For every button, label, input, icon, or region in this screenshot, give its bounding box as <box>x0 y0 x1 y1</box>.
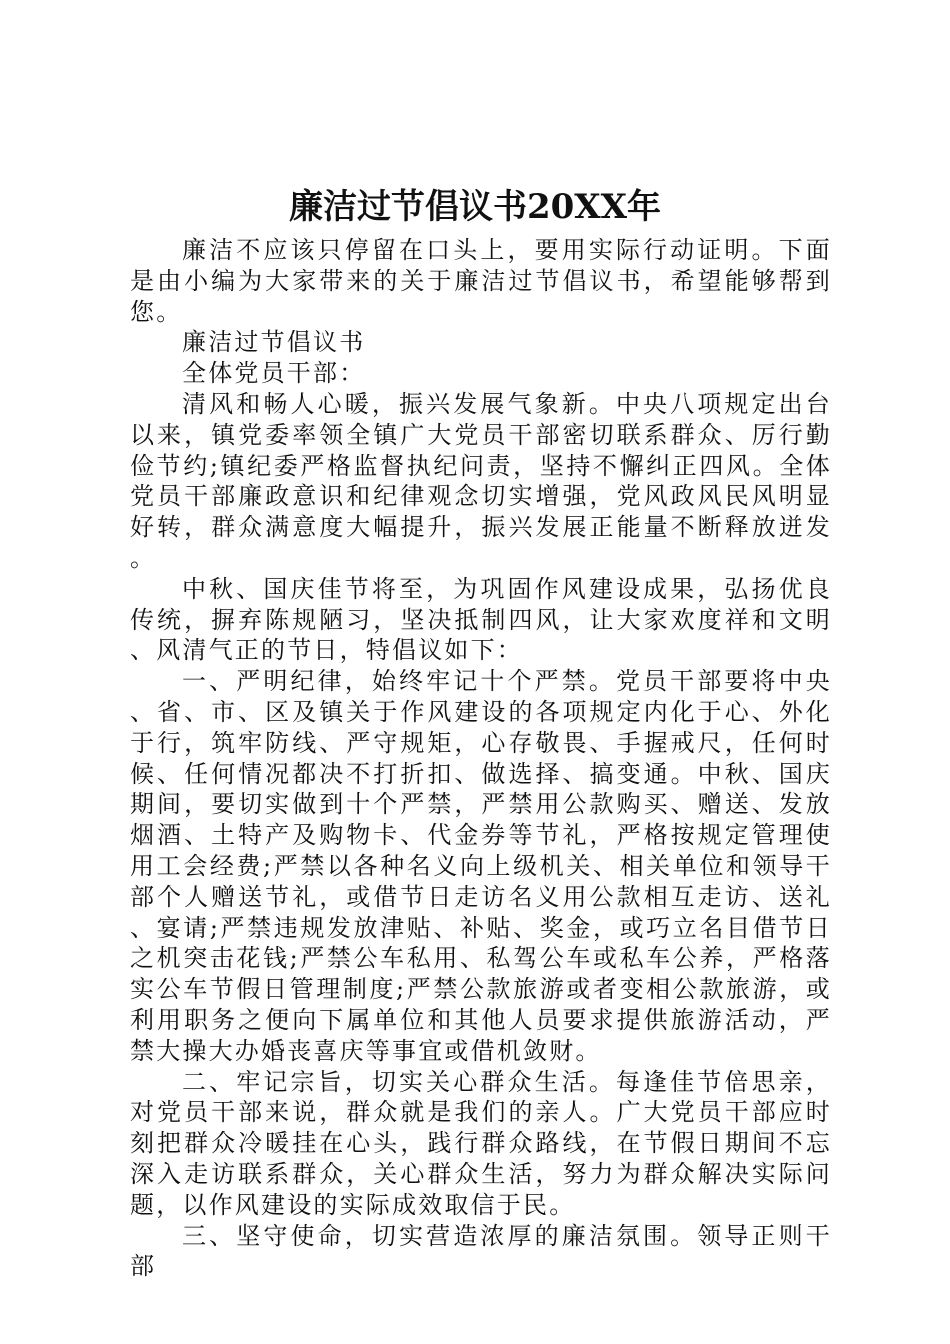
salutation: 全体党员干部： <box>182 359 366 388</box>
proposal-heading: 廉洁过节倡议书 <box>182 328 366 357</box>
document-body <box>130 235 832 1282</box>
proposal-item-1: 一、严明纪律，始终牢记十个严禁。党员干部要将中央、省、市、区及镇关于作风建设的各项规定内化于心、外化于行，筑牢防线、严守规矩，心存敬畏、手握戒尺，任何时候、任何情况都决不打折扣、做选择、搞变通。中秋、国庆期间，要切实做到十个严禁，严禁用公款购买、赠送、发放烟酒、土特产及购物卡、代金券等节礼，严格按规定管理使用工会经费;严禁以各种名义向上级机关、相关单位和领导干部个人赠送节礼，或借节日走访名义用公款相互走访、送礼、宴请;严禁违规发放津贴、补贴、奖金，或巧立名目借节日之机突击花钱;严禁公车私用、私驾公车或私车公养，严格落实公车节假日管理制度;严禁公款旅游或者变相公款旅游，或利用职务之便向下属单位和其他人员要求提供旅游活动，严禁大操大办婚丧喜庆等事宜或借机敛财。 <box>130 667 832 1065</box>
body-paragraph: 中秋、国庆佳节将至，为巩固作风建设成果，弘扬优良传统，摒弃陈规陋习，坚决抵制四风，让大家欢度祥和文明、风清气正的节日，特倡议如下： <box>130 574 832 665</box>
intro-paragraph: 廉洁不应该只停留在口头上，要用实际行动证明。下面是由小编为大家带来的关于廉洁过节倡议书，希望能够帮到您。 <box>130 236 832 326</box>
body-paragraph: 清风和畅人心暖，振兴发展气象新。中央八项规定出台以来，镇党委率领全镇广大党员干部密切联系群众、厉行勤俭节约;镇纪委严格监督执纪问责，坚持不懈纠正四风。全体党员干部廉政意识和纪律观念切实增强，党风政风民风明显好转，群众满意度大幅提升，振兴发展正能量不断释放迸发。 <box>130 389 832 572</box>
document-title: 廉洁过节倡议书20XX年 <box>288 187 662 227</box>
proposal-item-3: 三、坚守使命，切实营造浓厚的廉洁氛围。领导正则干部 <box>130 1221 832 1281</box>
proposal-item-2: 二、牢记宗旨，切实关心群众生活。每逢佳节倍思亲，对党员干部来说，群众就是我们的亲人。广大党员干部应时刻把群众冷暖挂在心头，践行群众路线，在节假日期间不忘深入走访联系群众，关心群众生活，努力为群众解决实际问题，以作风建设的实际成效取信于民。 <box>130 1067 832 1219</box>
